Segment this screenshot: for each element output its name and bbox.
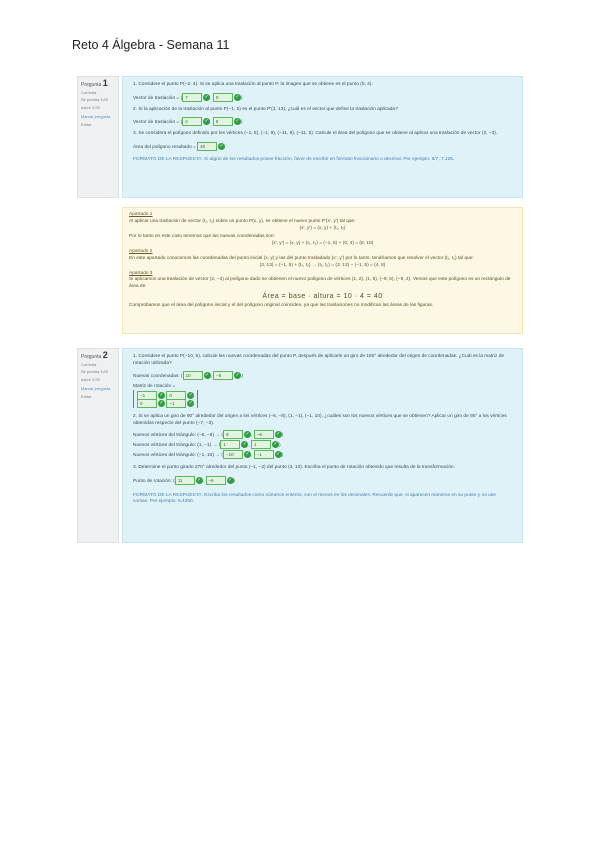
question-max: sobre 3,00: [81, 376, 100, 382]
check-icon: ✓: [205, 372, 210, 378]
question-info-2: [77, 348, 119, 543]
matrix-input[interactable]: −1: [137, 391, 157, 400]
matrix-line: [133, 383, 512, 408]
check-icon: ✓: [235, 118, 240, 124]
question-2: [77, 348, 523, 543]
answer-line: Vector de traslación = ( 7 ✓, 0 ✓): [133, 93, 243, 101]
check-icon: ✓: [188, 400, 193, 406]
rotation-matrix: [133, 390, 198, 408]
feedback-paragraph: Comprobamos que el área del polígono inicial y el del polígono original coinciden, ya que las traslaciones no modifican las áreas de las figuras.: [129, 303, 434, 309]
feedback-paragraph: En este apartado conocemos las coordenadas del punto inicial (x, y) y las del punto trasladado (x′, y′) por lo tanto, tendríamos que resolver el vector (t₁, t₂) tal que:: [129, 255, 474, 261]
feedback-paragraph: Por lo tanto en este caso tenemos que las nuevas coordenadas son:: [129, 233, 275, 239]
check-icon: ✓: [204, 93, 209, 100]
check-icon: ✓: [219, 142, 224, 149]
matrix-input[interactable]: 0: [137, 399, 157, 408]
feedback-formula: Área = base · altura = 10 · 4 = 40: [262, 292, 383, 300]
question-status: Correcta: [81, 89, 97, 95]
check-icon: ✓: [159, 400, 164, 406]
feedback-formula: (x′, y′) = (x, y) + (t₁, t₂): [299, 226, 346, 232]
answer-label: Nuevas coordenadas:: [133, 373, 180, 379]
edit-question-link[interactable]: Editar: [81, 393, 92, 399]
answer-input[interactable]: −5: [213, 371, 233, 380]
answer-input[interactable]: −1: [254, 450, 274, 459]
matrix-input[interactable]: −1: [166, 399, 186, 408]
feedback-formula: (3, 13) = (−1, 5) + (t₁, t₂) → (t₁, t₂) = (3, 13) − (−1, 5) = (4, 8): [259, 263, 386, 269]
check-icon: ✓: [276, 451, 281, 457]
check-icon: ✓: [204, 118, 209, 124]
question-max: sobre 3,00: [81, 104, 100, 110]
question-text: 2. Si se aplica un giro de 90° alrededor del origen a los vértices (−6, −8), (1, −1), (−1, 10), ¿cuáles son los nuevos vértices que se obtienen? Aplicar un giro de 90° a los vértices obtenidos respecto del punto (−7, −3).: [133, 414, 507, 426]
question-text: 2. Si la aplicación de la traslación al punto P(−1, 5) es el punto P′(3, 13), ¿cuál es el vector que define la traslación aplicada?: [133, 106, 398, 112]
answer-input[interactable]: 1: [251, 440, 271, 449]
question-text: 3. Se considera el polígono definido por los vértices (−1, 5), (−1, 9), (−11, 9), (−11, 5). Calcule el área del polígono que se obtiene al aplicar una traslación de vector (2, −3).: [133, 131, 498, 136]
question-content-2: [122, 348, 523, 543]
question-info-1: [77, 76, 119, 198]
answer-line: Punto de rotación: ( 11 ✓, −6 ✓): [133, 476, 236, 484]
question-text: 1. Considere el punto P(−2, 4). Si se aplica una traslación al punto P, la imagen que se obtiene es el punto (5, 4).: [133, 82, 373, 87]
answer-input[interactable]: 1: [220, 440, 240, 449]
answer-input[interactable]: −10: [223, 450, 243, 459]
answer-line: Vector de traslación = ( 4 ✓, 8 ✓): [133, 118, 243, 125]
answer-input[interactable]: 11: [175, 476, 195, 485]
feedback-formula: (x′, y′) = (x, y) + (t₁, t₂) = (−1, 5) + (0, 4) = (8, 10): [271, 241, 374, 247]
check-icon: ✓: [235, 93, 240, 100]
flag-question-link[interactable]: Marcar pregunta: [81, 114, 111, 119]
answer-line: Nuevos vértices del triángulo: (−1, 10) → ( −10 ✓, −1 ✓): [133, 451, 284, 458]
edit-question-link[interactable]: Editar: [81, 121, 92, 127]
answer-label: Vector de traslación =: [133, 95, 180, 101]
matrix-input[interactable]: 0: [166, 391, 186, 400]
question-number-1: Pregunta 1: [81, 78, 108, 88]
check-icon: ✓: [276, 431, 281, 437]
answer-input[interactable]: 8: [213, 117, 233, 126]
check-icon: ✓: [159, 392, 164, 398]
check-icon: ✓: [227, 476, 233, 483]
question-1: [77, 76, 523, 198]
answer-input[interactable]: 4: [182, 117, 202, 126]
check-icon: ✓: [273, 441, 278, 447]
answer-line: Nuevas coordenadas: ( 10 ✓, −5 ✓): [133, 372, 243, 379]
question-text: 1. Considere el punto P(−10, 5), calcule las nuevas coordenadas del punto P, después de aplicarle un giro de 180° alrededor del origen de coordenadas. ¿Cuál es la matriz de rotación utilizada?: [133, 354, 505, 366]
check-icon: ✓: [197, 476, 202, 483]
answer-input[interactable]: 10: [183, 371, 203, 380]
general-feedback: [122, 207, 523, 334]
question-content-1: [122, 76, 523, 198]
answer-input[interactable]: 8: [223, 430, 243, 439]
feedback-heading: Apartado 1: [129, 212, 153, 217]
answer-label: Nuevos vértices del triángulo: (−1, 10) → (: [133, 452, 223, 458]
check-icon: ✓: [242, 441, 247, 447]
matrix-label: Matriz de rotación =: [133, 384, 176, 389]
answer-line: [133, 142, 512, 151]
check-icon: ✓: [245, 431, 250, 437]
answer-label: Nuevos vértices del triángulo: (−6, −8) → (: [133, 432, 224, 438]
feedback-paragraph: Al aplicar una traslación de vector (t₁, t₂) sobre un punto P(x, y), se obtiene el nuevo punto P′(x′, y′) tal que:: [129, 218, 356, 224]
answer-label: Punto de rotación:: [133, 478, 172, 484]
question-text: 3. Determine el punto girado 270° alrededor del punto (−1, −2) del punto (3, 10). Escriba el punto de rotación obtenido que resulta de la transformación.: [133, 465, 455, 470]
question-score: Se puntúa 3,00: [81, 97, 109, 102]
feedback-subheading: Apartado 3: [129, 270, 153, 276]
answer-label: Área del polígono resultado =: [133, 144, 196, 150]
check-icon: ✓: [188, 392, 193, 398]
question-status: Correcta: [81, 361, 97, 367]
answer-input[interactable]: −6: [206, 476, 226, 485]
answer-label: Vector de traslación =: [133, 119, 180, 125]
answer-line: Nuevos vértices del triángulo: (1, −1) → ( 1 ✓, 1 ✓): [133, 441, 281, 448]
feedback-paragraph: Si aplicamos una traslación de vector (2, −3) al polígono dado se obtienen el nuevo polígono de vértices (1, 2), (1, 6), (−9, 6), (−9, 2). Vemos que este polígono es un rectángulo de área de:: [129, 277, 511, 289]
document-title: Reto 4 Álgebra - Semana 11: [72, 38, 230, 52]
flag-question-link[interactable]: Marcar pregunta: [81, 386, 111, 391]
feedback-subheading: Apartado 2: [129, 248, 153, 254]
check-icon: ✓: [235, 372, 240, 378]
answer-input[interactable]: −6: [254, 430, 274, 439]
answer-label: Nuevos vértices del triángulo: (1, −1) → (: [133, 442, 221, 448]
format-note: FORMATO DE LA RESPUESTA: Si algún de los resultados posee fracción, favor de escribir en formato fraccionario o decimal. Por ejemplo: 5/7, 7.125.: [133, 156, 455, 162]
answer-line: Nuevos vértices del triángulo: (−6, −8) → ( 8 ✓, −6 ✓): [133, 431, 284, 438]
answer-input[interactable]: 40: [197, 142, 217, 151]
check-icon: ✓: [245, 451, 250, 457]
format-note: FORMATO DE LA RESPUESTA: Escriba los resultados como números enteros, con el menos en los decimales. Recuerde que, si aparecen números en su punto y no use comas. Por ejemplo: 5.4250.: [133, 492, 496, 504]
answer-input[interactable]: 0: [213, 93, 233, 102]
question-number-2: Pregunta 2: [81, 350, 108, 360]
question-score: Se puntúa 3,00: [81, 369, 109, 374]
answer-input[interactable]: 7: [182, 93, 202, 102]
